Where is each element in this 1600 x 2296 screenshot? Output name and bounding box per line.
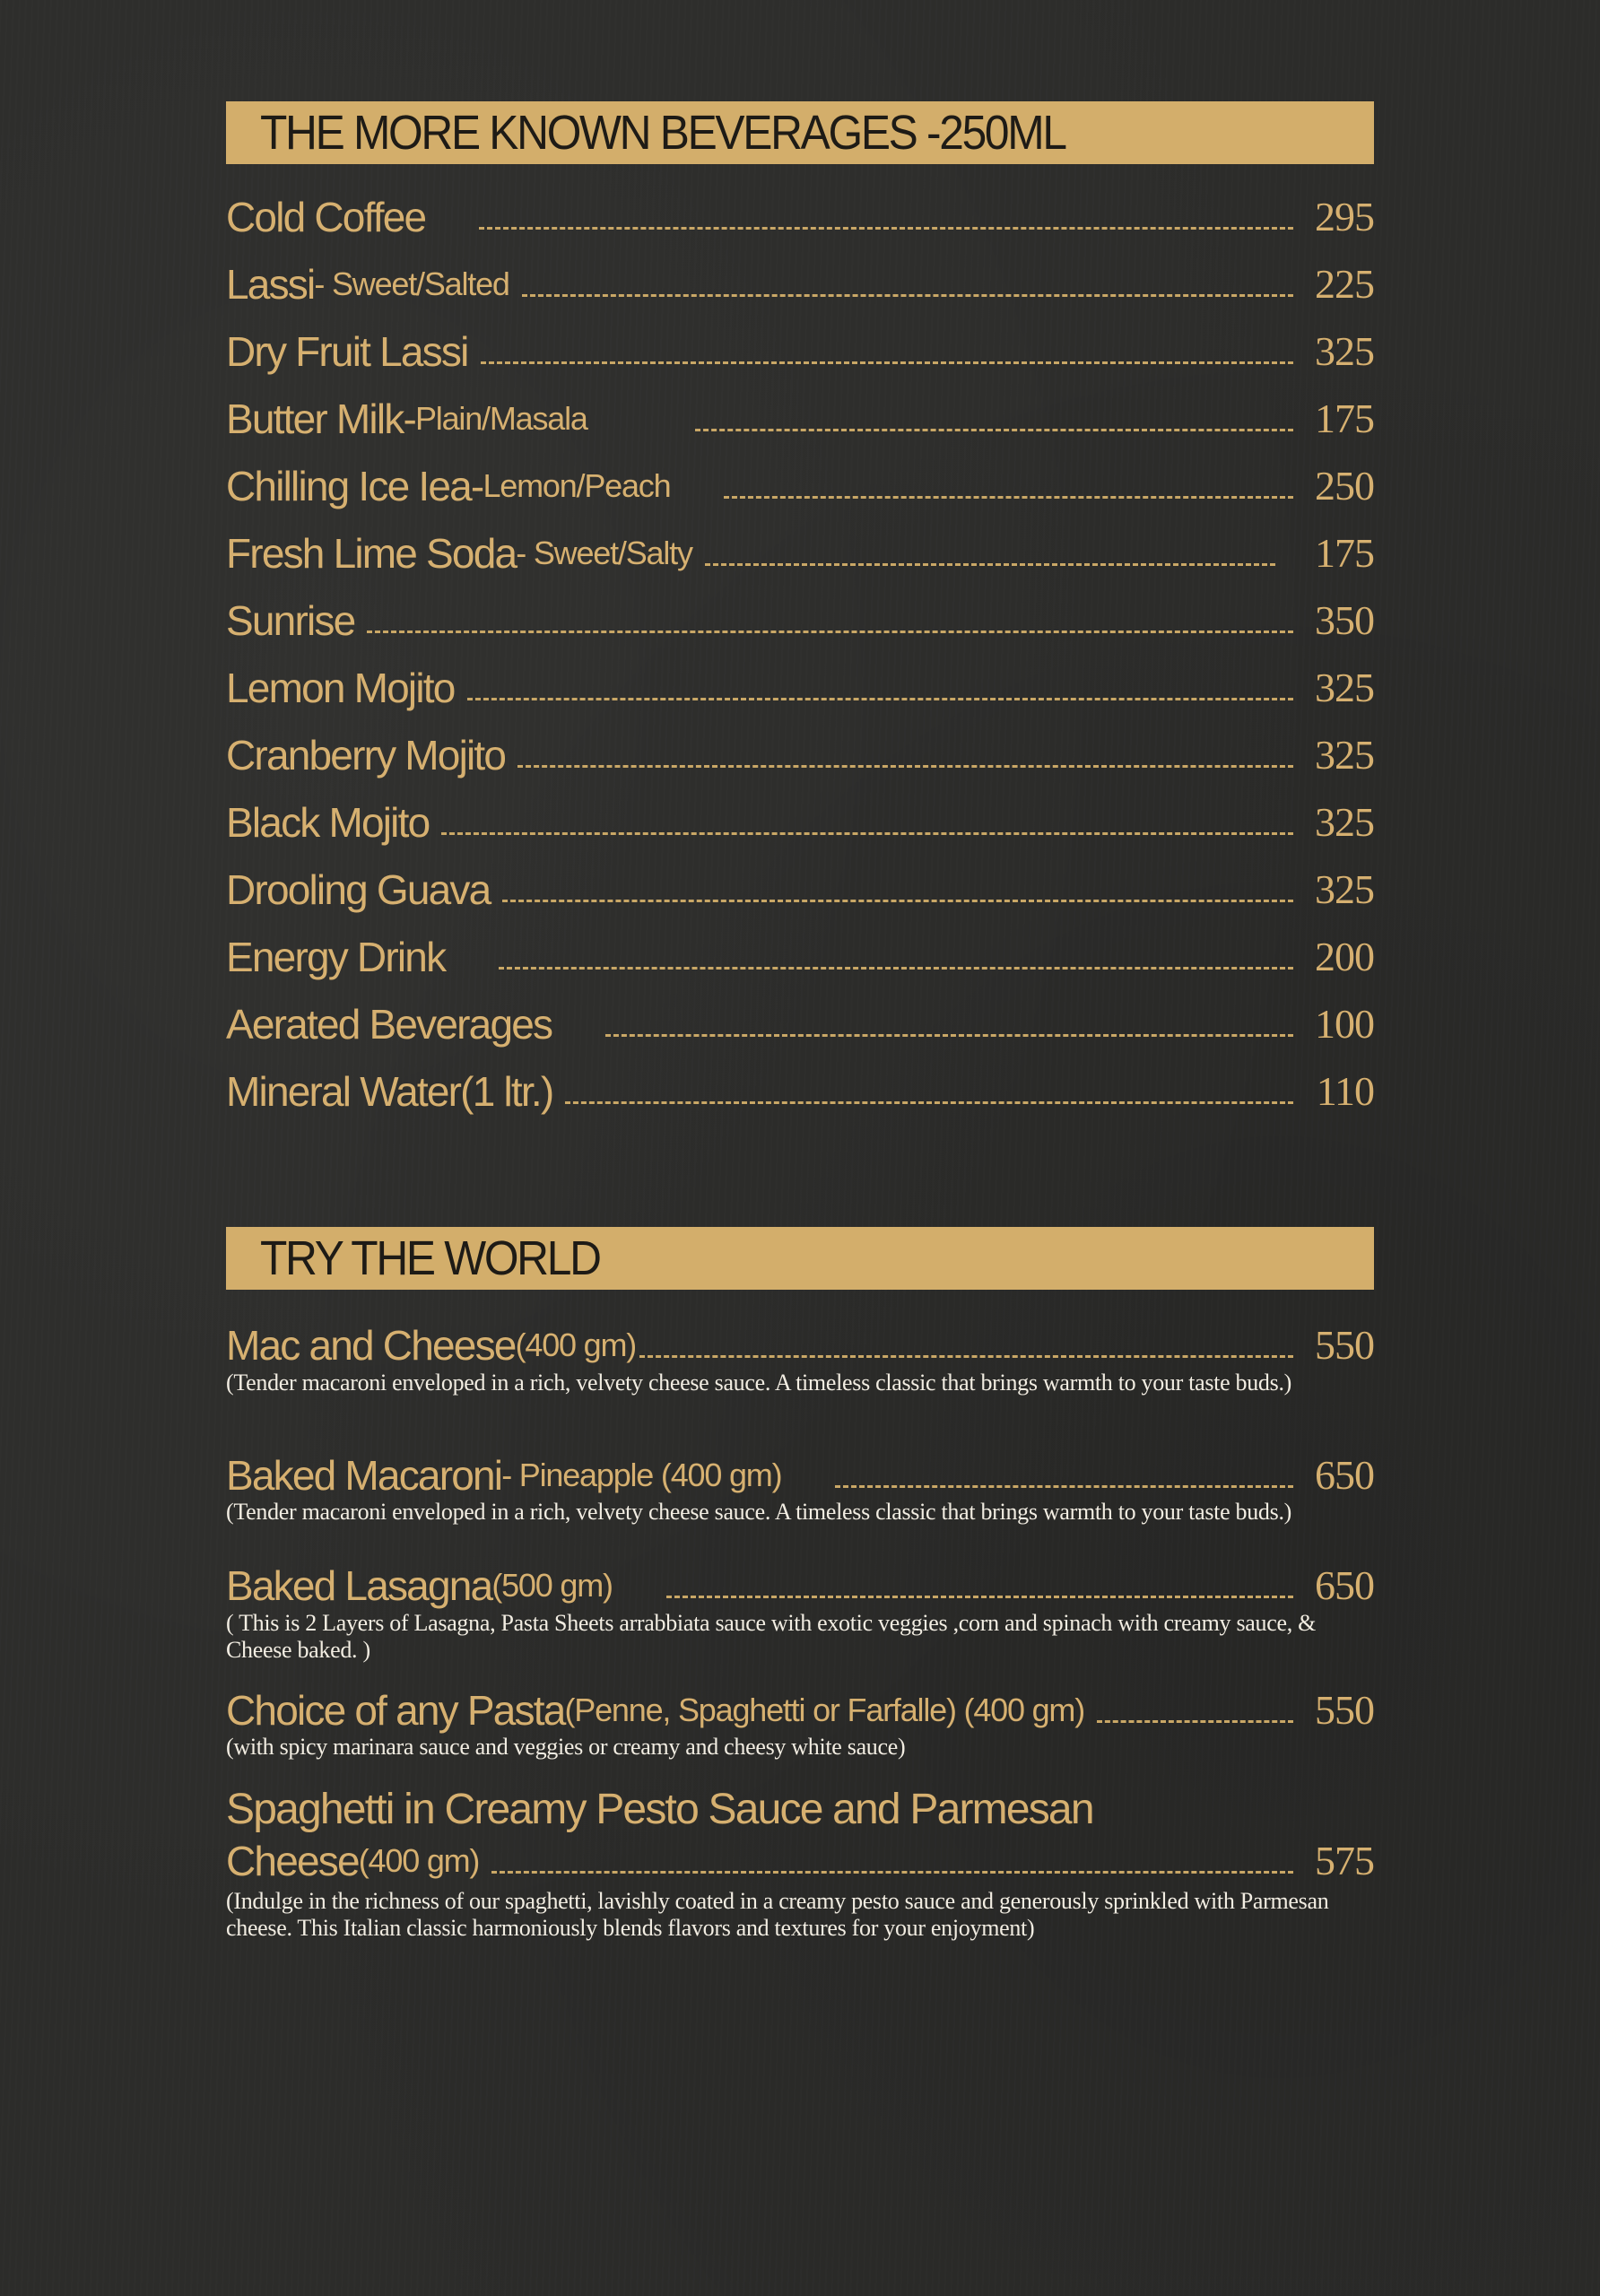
menu-item: Lemon Mojito 325 [226,665,1374,711]
price: 225 [1315,261,1374,307]
price: 575 [1315,1838,1374,1883]
menu-item: Mineral Water(1 ltr.) 110 [226,1068,1374,1115]
price: 550 [1315,1687,1374,1733]
price: 325 [1315,866,1374,912]
price: 200 [1315,934,1374,979]
menu-item: Black Mojito 325 [226,799,1374,846]
menu-item: Aerated Beverages 100 [226,1001,1374,1048]
item-description: (with spicy marinara sauce and veggies or creamy and cheesy white sauce) [226,1734,906,1760]
menu-item: Baked Macaroni - Pineapple (400 gm) 650 [226,1452,1374,1499]
leader-dots [695,429,1293,431]
leader-dots [666,1596,1293,1598]
section-header-try-the-world [226,1227,1374,1290]
section-title: THE MORE KNOWN BEVERAGES -250ML [260,106,1065,160]
leader-dots [605,1034,1293,1037]
price: 325 [1315,799,1374,845]
menu-item: Cold Coffee 295 [226,194,1374,240]
item-description: (Tender macaroni enveloped in a rich, velvety cheese sauce. A timeless classic that brings warmth to your taste buds.) [226,1370,1291,1396]
price: 110 [1316,1068,1374,1114]
item-description: ( This is 2 Layers of Lasagna, Pasta Sheets arrabbiata sauce with exotic veggies ,corn and spinach with creamy sauce, & Cheese baked. ) [226,1610,1317,1663]
price: 650 [1315,1452,1374,1498]
price: 175 [1315,396,1374,441]
menu-item: Drooling Guava 325 [226,866,1374,913]
price: 325 [1315,328,1374,374]
item-name-line1: Spaghetti in Creamy Pesto Sauce and Parmesan [226,1786,1093,1833]
leader-dots [441,832,1293,835]
menu-item: Choice of any Pasta (Penne, Spaghetti or Farfalle) (400 gm) 550 [226,1687,1374,1734]
menu-item: Baked Lasagna (500 gm) 650 [226,1562,1374,1609]
leader-dots [517,765,1293,768]
price: 250 [1315,463,1374,509]
leader-dots [522,294,1293,297]
item-description: (Tender macaroni enveloped in a rich, velvety cheese sauce. A timeless classic that brings warmth to your taste buds.) [226,1499,1291,1525]
price: 650 [1315,1562,1374,1608]
section-header-beverages [226,101,1374,164]
menu-item: Dry Fruit Lassi 325 [226,328,1374,375]
menu-item: Cheese (400 gm) 575 [226,1838,1374,1884]
price: 295 [1315,194,1374,239]
menu-item: Energy Drink 200 [226,934,1374,980]
leader-dots [705,563,1275,566]
leader-dots [565,1101,1293,1104]
price: 175 [1315,530,1374,576]
leader-dots [467,698,1293,700]
leader-dots [499,967,1293,970]
leader-dots [502,900,1293,902]
section-title: TRY THE WORLD [260,1231,600,1285]
leader-dots [481,361,1294,364]
price: 325 [1315,732,1374,778]
menu-item: Mac and Cheese (400 gm) 550 [226,1322,1374,1369]
menu-item: Chilling Ice Iea- Lemon/Peach 250 [226,463,1374,509]
price: 100 [1315,1001,1374,1047]
item-description: (Indulge in the richness of our spaghetti, lavishly coated in a creamy pesto sauce and generously sprinkled with Parmesan cheese. This Italian classic harmoniously blends flavors and textures for your enjoyment) [226,1888,1329,1941]
leader-dots [724,496,1293,499]
menu-item: Butter Milk- Plain/Masala 175 [226,396,1374,442]
menu-item: Fresh Lime Soda - Sweet/Salty 175 [226,530,1374,577]
leader-dots [835,1485,1293,1488]
leader-dots [639,1355,1293,1358]
leader-dots [1097,1720,1293,1723]
price: 350 [1315,597,1374,643]
menu-item: Lassi - Sweet/Salted 225 [226,261,1374,308]
leader-dots [367,631,1293,633]
price: 550 [1315,1322,1374,1368]
menu-item: Cranberry Mojito 325 [226,732,1374,778]
menu-item: Sunrise 350 [226,597,1374,644]
price: 325 [1315,665,1374,710]
leader-dots [491,1871,1293,1874]
leader-dots [479,227,1293,230]
